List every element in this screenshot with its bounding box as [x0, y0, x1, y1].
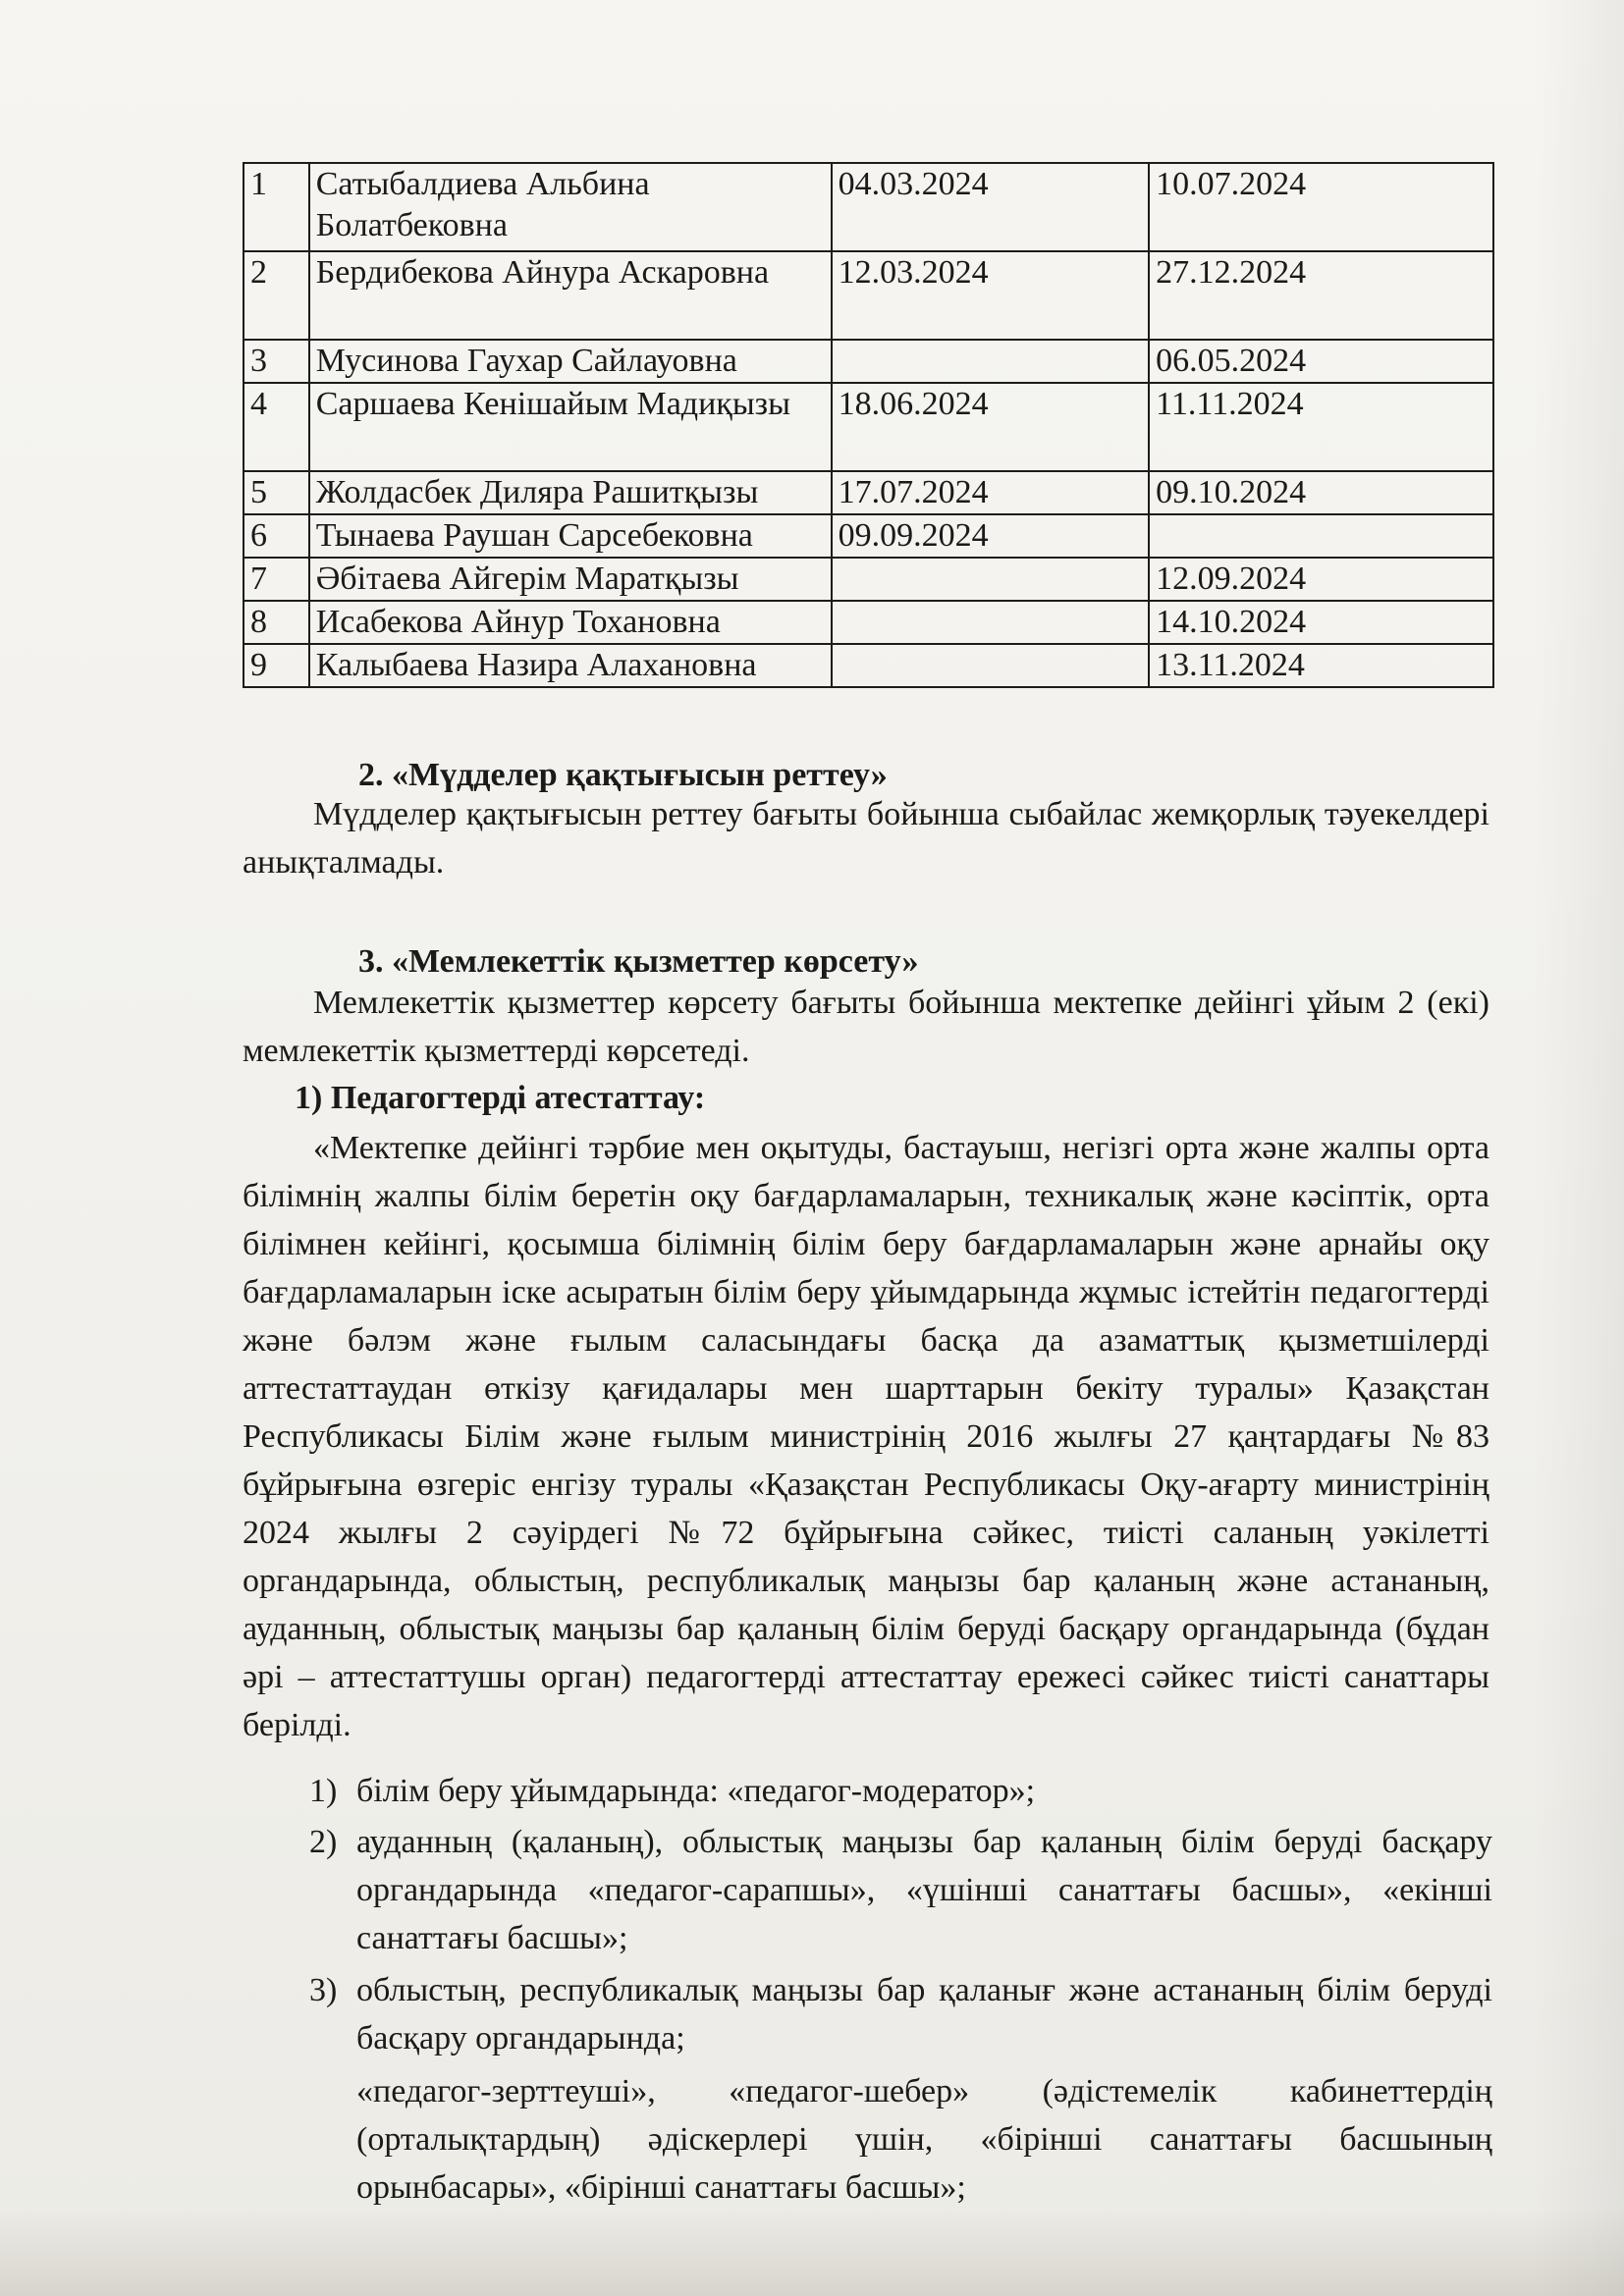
- date-start: [832, 558, 1150, 601]
- list-item-text: облыстың, республикалық маңызы бар қаланығ және астананың білім беруді басқару органдарында;: [356, 1972, 1492, 2056]
- table-row: [244, 558, 1493, 601]
- list-item-text: ауданның (қаланың), облыстық маңызы бар қаланың білім беруді басқару органдарында «педагог-сарапшы», «үшінші санаттағы басшы», «екінші санаттағы басшы»;: [356, 1824, 1492, 1956]
- row-number: 7: [244, 558, 309, 601]
- section-2-body: Мүдделер қақтығысын реттеу бағыты бойынша сыбайлас жемқорлық тәуекелдері анықталмады.: [243, 796, 1489, 881]
- page-bottom-shadow: [0, 2209, 1624, 2296]
- row-number: 9: [244, 644, 309, 687]
- date-end: 11.11.2024: [1149, 383, 1493, 471]
- employee-name: Жолдасбек Диляра Рашитқызы: [309, 471, 832, 514]
- page-edge-shadow: [1532, 0, 1624, 2296]
- list-item-number: 3): [309, 1972, 338, 2008]
- date-start: 17.07.2024: [832, 471, 1150, 514]
- date-start: [832, 644, 1150, 687]
- date-start: 09.09.2024: [832, 514, 1150, 558]
- attestation-paragraph: «Мектепке дейінгі тәрбие мен оқытуды, бастауыш, негізгі орта және жалпы орта білімнің жалпы білім беретін оқу бағдарламаларын, техникалық және кәсіптік, орта білімнен кейінгі, қосымша білімнің білім беру бағдарламаларын және арнайы оқу бағдарламаларын іске асыратын білім беру ұйымдарында жұмыс істейтін педагогтерді және бәлэм және ғылым саласындағы басқа да азаматтық қызметшілерді аттестаттаудан өткізу қағидалары мен шарттарын бекіту туралы» Қазақстан Республикасы Білім және ғылым министрінің 2016 жылғы 27 қаңтардағы №83 бұйрығына өзгеріс енгізу туралы «Қазақстан Республикасы Оқу-ағарту министрінің 2024 жылғы 2 сәуірдегі №72 бұйрығына сәйкес, тиісті саланың уәкілетті органдарында, облыстың, республикалық маңызы бар қаланың және астананың, ауданның, облыстық маңызы бар қаланың білім беруді басқару органдарында (бұдан әрі – аттестаттушы орган) педагогтерді аттестаттау ережесі сәйкес тиісті санаттары берілді.: [243, 1130, 1489, 1743]
- list-item: [309, 1818, 1492, 1962]
- employee-name: Әбітаева Айгерім Маратқызы: [309, 558, 832, 601]
- table-row: [244, 601, 1493, 644]
- date-end: 10.07.2024: [1149, 163, 1493, 251]
- date-end: 13.11.2024: [1149, 644, 1493, 687]
- list-item-text: білім беру ұйымдарында: «педагог-модератор»;: [356, 1773, 1036, 1809]
- list-continuation: «педагог-зерттеуші», «педагог-шебер» (әдістемелік кабинеттердің (орталықтардың) әдіскерлері үшін, «бірінші санаттағы басшының орынбасары», «бірінші санаттағы басшы»;: [356, 2073, 1492, 2206]
- section-3-subheading: 1) Педагогтерді атестаттау:: [295, 1080, 706, 1116]
- staff-dates-table: [243, 162, 1494, 688]
- section-3-intro: Мемлекеттік қызметтер көрсету бағыты бойынша мектепке дейінгі ұйым 2 (екі) мемлекеттік қызметтерді көрсетеді.: [243, 985, 1489, 1069]
- date-end: 14.10.2024: [1149, 601, 1493, 644]
- date-end: [1149, 514, 1493, 558]
- employee-name: Сатыбалдиева Альбина Болатбековна: [309, 163, 832, 251]
- date-start: [832, 340, 1150, 383]
- section-3-heading: 3. «Мемлекеттік қызметтер көрсету»: [358, 943, 919, 980]
- date-end: 27.12.2024: [1149, 251, 1493, 340]
- row-number: 1: [244, 163, 309, 251]
- list-item: [309, 1966, 1492, 2062]
- employee-name: Тынаева Раушан Сарсебековна: [309, 514, 832, 558]
- table-row: [244, 514, 1493, 558]
- table-row: [244, 383, 1493, 471]
- date-start: 18.06.2024: [832, 383, 1150, 471]
- row-number: 4: [244, 383, 309, 471]
- table-row: [244, 644, 1493, 687]
- date-end: 12.09.2024: [1149, 558, 1493, 601]
- date-start: 04.03.2024: [832, 163, 1150, 251]
- table-row: [244, 471, 1493, 514]
- list-item-number: 1): [309, 1773, 338, 1809]
- employee-name: Калыбаева Назира Алахановна: [309, 644, 832, 687]
- section-2-heading: 2. «Мүдделер қақтығысын реттеу»: [358, 757, 888, 793]
- employee-name: Бердибекова Айнура Аскаровна: [309, 251, 832, 340]
- row-number: 2: [244, 251, 309, 340]
- table-row: [244, 340, 1493, 383]
- row-number: 6: [244, 514, 309, 558]
- list-item: [309, 1767, 1492, 1815]
- row-number: 8: [244, 601, 309, 644]
- list-item-number: 2): [309, 1824, 338, 1860]
- row-number: 3: [244, 340, 309, 383]
- employee-name: Исабекова Айнур Тохановна: [309, 601, 832, 644]
- date-start: 12.03.2024: [832, 251, 1150, 340]
- date-end: 06.05.2024: [1149, 340, 1493, 383]
- table-row: [244, 163, 1493, 251]
- employee-name: Мусинова Гаухар Сайлауовна: [309, 340, 832, 383]
- date-start: [832, 601, 1150, 644]
- employee-name: Саршаева Кенішайым Мадиқызы: [309, 383, 832, 471]
- table-row: [244, 251, 1493, 340]
- row-number: 5: [244, 471, 309, 514]
- date-end: 09.10.2024: [1149, 471, 1493, 514]
